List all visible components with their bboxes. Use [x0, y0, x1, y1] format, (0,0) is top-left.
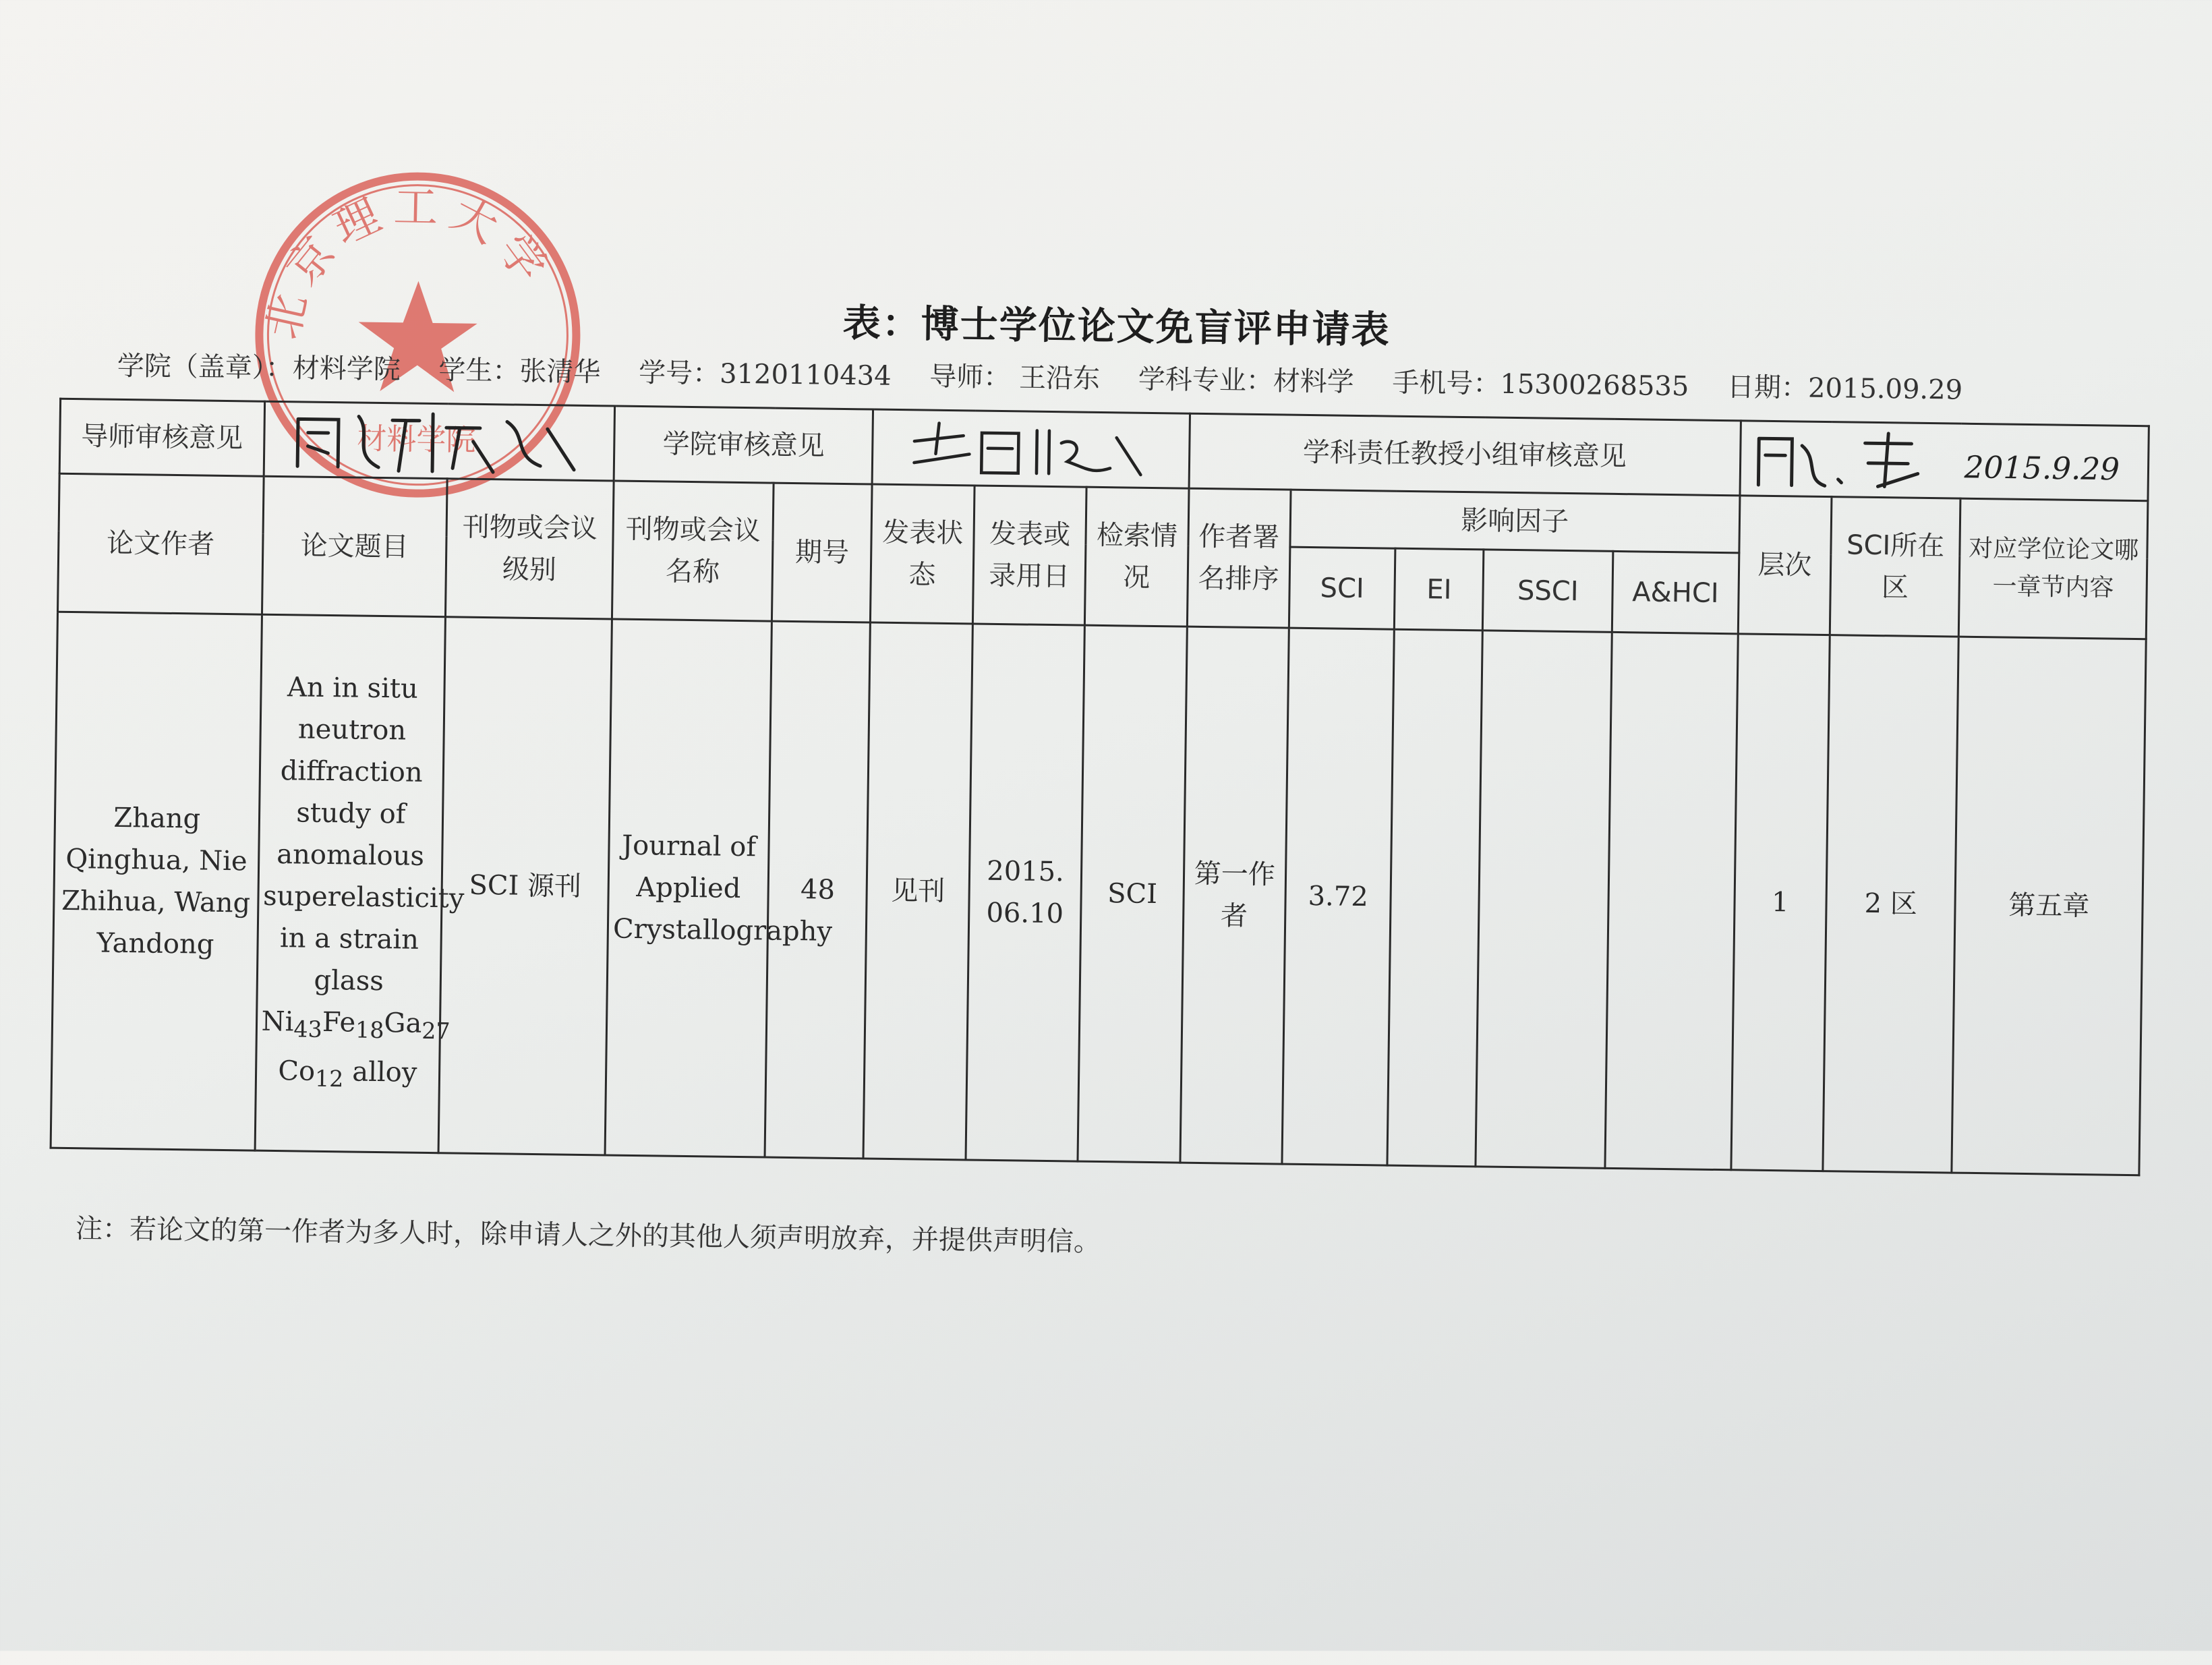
paper-row: [51, 612, 2146, 1175]
major-field: 学科专业：材料学: [1138, 363, 1355, 398]
date-field: 日期：2015.09.29: [1726, 372, 1963, 406]
college-signature-mark: [877, 413, 1184, 485]
cell-tier: 1: [1731, 634, 1830, 1171]
committee-review-label: 学科责任教授小组审核意见: [1189, 413, 1741, 496]
header-issue: 期号: [772, 483, 873, 622]
form-title: 表：博士学位论文免盲评申请表: [842, 301, 1391, 353]
advisor-signature: [264, 401, 615, 481]
advisor-review-label: 导师审核意见: [59, 399, 264, 476]
cell-author: Zhang Qinghua, Nie Zhihua, Wang Yandong: [51, 612, 262, 1150]
phone-field: 手机号：15300268535: [1392, 367, 1689, 403]
header-chapter: 对应学位论文哪一章节内容: [1959, 498, 2148, 639]
college-field: 学院（盖章）：材料学院: [117, 350, 401, 386]
header-pub-status: 发表状态: [871, 484, 974, 624]
cell-paper-title: An in situ neutron diffraction study of anomalous superelasticity in a strain glass $Ni_{43}Fe_{18}Ga_{27}$ $Co_{12}$ alloy: [255, 614, 446, 1152]
student-id-field: 学号：3120110434: [638, 357, 892, 392]
cell-pub-date: 2015. 06.10: [966, 624, 1085, 1161]
committee-signature-mark: [1745, 424, 2144, 497]
cell-if-sci: 3.72: [1282, 628, 1395, 1165]
svg-text:材料学院: 材料学院: [357, 421, 476, 458]
svg-text:北京理工大学: 北京理工大学: [256, 181, 562, 344]
header-author-rank: 作者署名排序: [1187, 488, 1291, 628]
committee-signature-date: 2015.9.29: [1964, 449, 2120, 488]
cell-pub-status: 见刊: [863, 622, 972, 1160]
header-if-ahci: A&HCI: [1612, 551, 1739, 633]
cell-if-ahci: [1605, 632, 1738, 1169]
cell-index-status: SCI: [1078, 625, 1187, 1163]
footnote: 注：若论文的第一作者为多人时，除申请人之外的其他人须声明放弃，并提供声明信。: [75, 1213, 1101, 1258]
committee-signature: [1740, 421, 2149, 501]
header-index-status: 检索情况: [1085, 487, 1189, 626]
advisor-field: 导师： 王沿东: [929, 361, 1101, 395]
college-review-label: 学院审核意见: [614, 406, 873, 484]
header-paper-title: 论文题目: [262, 476, 447, 617]
cell-sci-zone: 2 区: [1823, 635, 1959, 1173]
header-author: 论文作者: [58, 473, 264, 614]
cell-issue: 48: [765, 621, 871, 1159]
header-journal-level: 刊物或会议级别: [445, 479, 614, 619]
application-table: [50, 398, 2150, 1176]
advisor-signature-mark: [268, 405, 610, 477]
header-journal-name: 刊物或会议名称: [612, 481, 774, 621]
cell-if-ssci: [1476, 631, 1612, 1168]
cell-journal-level: SCI 源刊: [438, 617, 612, 1155]
header-impact-factor: 影响因子: [1290, 490, 1740, 553]
header-if-sci: SCI: [1289, 547, 1395, 629]
header-tier: 层次: [1738, 496, 1832, 635]
student-field: 学生：张清华: [438, 355, 601, 388]
cell-chapter: 第五章: [1952, 637, 2146, 1175]
college-signature: [873, 409, 1190, 488]
cell-if-ei: [1387, 629, 1483, 1167]
header-if-ei: EI: [1395, 548, 1484, 631]
header-pub-date: 发表或录用日: [972, 486, 1086, 625]
header-if-ssci: SSCI: [1483, 550, 1613, 632]
cell-author-rank: 第一作者: [1180, 626, 1289, 1164]
cell-journal-name: Journal of Applied Crystallography: [605, 619, 772, 1157]
header-sci-zone: SCI所在区: [1830, 497, 1960, 637]
